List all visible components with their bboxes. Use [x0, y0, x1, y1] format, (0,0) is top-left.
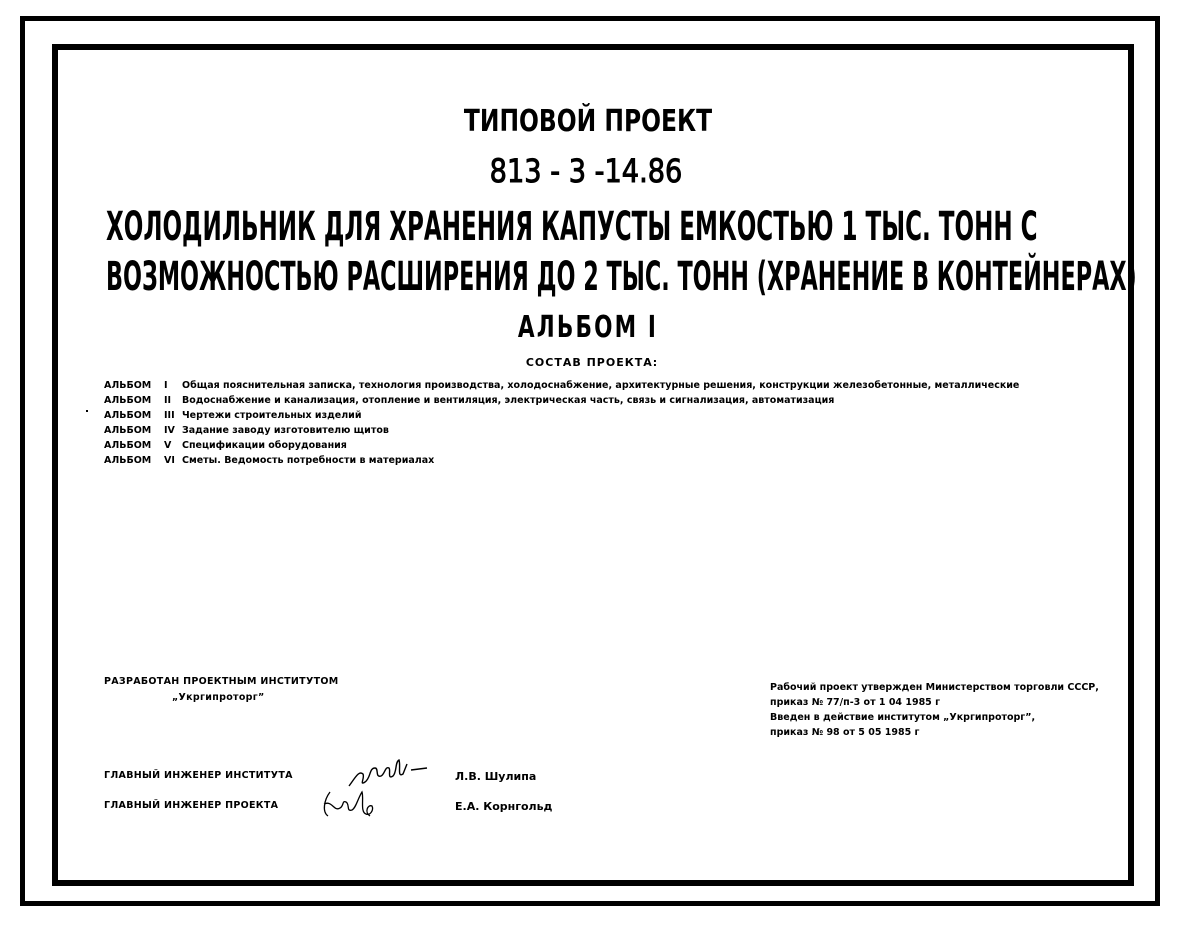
albums-list	[104, 378, 1064, 468]
album-label: АЛЬБОМ	[104, 380, 152, 391]
album-row-6	[104, 453, 1064, 468]
album-description: Сметы. Ведомость потребности в материалах	[182, 455, 435, 466]
signature-chief-project	[320, 786, 380, 822]
album-row-2	[104, 393, 1064, 408]
composition-header: СОСТАВ ПРОЕКТА:	[525, 356, 659, 369]
approval-line-2: приказ № 77/п-3 от 1 04 1985 г	[770, 697, 941, 708]
project-title-line-2: ВОЗМОЖНОСТЬЮ РАСШИРЕНИЯ ДО 2 ТЫС. ТОНН (ХРАНЕНИЕ В КОНТЕЙНЕРАХ)	[106, 254, 1137, 300]
album-label: АЛЬБОМ	[104, 425, 152, 436]
album-label: АЛЬБОМ	[104, 455, 152, 466]
series-title: ТИПОВОЙ ПРОЕКТ	[463, 104, 713, 139]
chief-project-engineer-label: ГЛАВНЫЙ ИНЖЕНЕР ПРОЕКТА	[104, 800, 279, 811]
approval-block	[770, 680, 1099, 740]
album-number: VI	[164, 455, 175, 466]
album-label: АЛЬБОМ	[104, 395, 152, 406]
album-row-5	[104, 438, 1064, 453]
developer-institute: „Укргипроторг”	[172, 692, 265, 703]
project-title-line-1: ХОЛОДИЛЬНИК ДЛЯ ХРАНЕНИЯ КАПУСТЫ ЕМКОСТЬЮ 1 ТЫС. ТОНН С	[106, 204, 1038, 250]
album-description: Водоснабжение и канализация, отопление и вентиляция, электрическая часть, связь и сигнализация, автоматизация	[182, 395, 835, 406]
album-description: Чертежи строительных изделий	[182, 410, 362, 421]
album-row-4	[104, 423, 1064, 438]
developed-by-label: РАЗРАБОТАН ПРОЕКТНЫМ ИНСТИТУТОМ	[104, 676, 339, 687]
project-number: 813 - 3 -14.86	[489, 152, 683, 190]
album-number: III	[164, 410, 175, 421]
album-label: АЛЬБОМ	[104, 440, 152, 451]
album-row-1	[104, 378, 1064, 393]
album-row-3	[104, 408, 1064, 423]
approval-line-1: Рабочий проект утвержден Министерством торговли СССР,	[770, 682, 1099, 693]
album-description: Спецификации оборудования	[182, 440, 347, 451]
margin-mark	[86, 410, 88, 412]
approval-line-4: приказ № 98 от 5 05 1985 г	[770, 727, 920, 738]
album-number: V	[164, 440, 172, 451]
album-title: АЛЬБОМ I	[517, 310, 659, 345]
chief-project-engineer-name: Е.А. Корнгольд	[455, 800, 553, 813]
album-number: I	[164, 380, 168, 391]
approval-line-3: Введен в действие институтом „Укргипроторг”,	[770, 712, 1036, 723]
album-number: II	[164, 395, 172, 406]
album-description: Общая пояснительная записка, технология производства, холодоснабжение, архитектурные решения, конструкции железобетонные, металлические	[182, 380, 1020, 391]
chief-institute-engineer-label: ГЛАВНЫЙ ИНЖЕНЕР ИНСТИТУТА	[104, 770, 293, 781]
chief-institute-engineer-name: Л.В. Шулипа	[455, 770, 537, 783]
album-description: Задание заводу изготовителю щитов	[182, 425, 389, 436]
album-label: АЛЬБОМ	[104, 410, 152, 421]
album-number: IV	[164, 425, 175, 436]
